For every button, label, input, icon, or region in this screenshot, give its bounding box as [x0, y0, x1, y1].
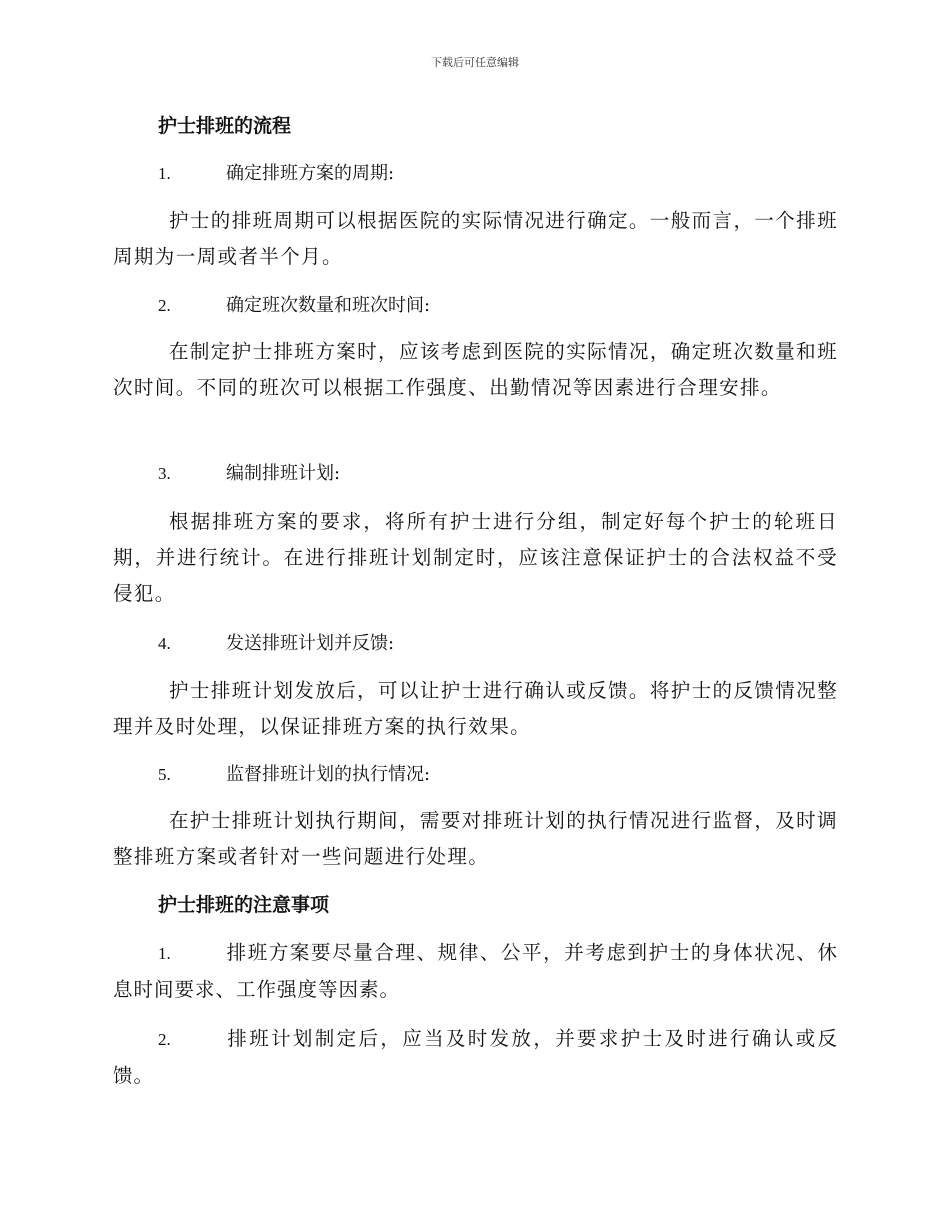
page-header: 下载后可任意编辑 — [431, 56, 519, 69]
step-title: 监督排班计划的执行情况: — [226, 764, 431, 785]
step-title: 编制排班计划: — [226, 463, 341, 484]
note-text: 排班计划制定后，应当及时发放，并要求护士及时进行确认或反馈。 — [113, 1027, 838, 1087]
note-text: 排班方案要尽量合理、规律、公平，并考虑到护士的身体状况、休息时间要求、工作强度等因素。 — [113, 941, 838, 1001]
note-item — [113, 935, 838, 1008]
step-number: 5. — [158, 765, 171, 784]
step-heading — [158, 630, 394, 658]
step-number: 1. — [158, 164, 171, 183]
section-title-process: 护士排班的流程 — [158, 115, 292, 137]
step-title: 确定班次数量和班次时间: — [226, 295, 431, 316]
step-number: 2. — [158, 296, 171, 315]
step-body: 护士排班计划发放后，可以让护士进行确认或反馈。将护士的反馈情况整理并及时处理，以保证排班方案的执行效果。 — [113, 679, 838, 738]
step-heading — [158, 160, 394, 188]
step-heading — [158, 292, 430, 320]
step-title: 确定排班方案的周期: — [226, 163, 395, 184]
step-body: 根据排班方案的要求，将所有护士进行分组，制定好每个护士的轮班日期，并进行统计。在进行排班计划制定时，应该注意保证护士的合法权益不受侵犯。 — [113, 510, 838, 605]
step-title: 发送排班计划并反馈: — [226, 633, 395, 654]
step-heading — [158, 761, 430, 789]
step-body: 护士的排班周期可以根据医院的实际情况进行确定。一般而言，一个排班周期为一周或者半个月。 — [113, 209, 838, 268]
step-heading — [158, 460, 340, 488]
step-number: 3. — [158, 464, 171, 483]
step-body: 在制定护士排班方案时，应该考虑到医院的实际情况，确定班次数量和班次时间。不同的班次可以根据工作强度、出勤情况等因素进行合理安排。 — [113, 340, 838, 399]
step-number: 4. — [158, 634, 171, 653]
note-number: 2. — [158, 1030, 171, 1049]
note-item — [113, 1021, 838, 1094]
step-body: 在护士排班计划执行期间，需要对排班计划的执行情况进行监督，及时调整排班方案或者针对一些问题进行处理。 — [113, 809, 838, 868]
note-number: 1. — [158, 944, 171, 963]
section-title-notes: 护士排班的注意事项 — [158, 894, 330, 916]
